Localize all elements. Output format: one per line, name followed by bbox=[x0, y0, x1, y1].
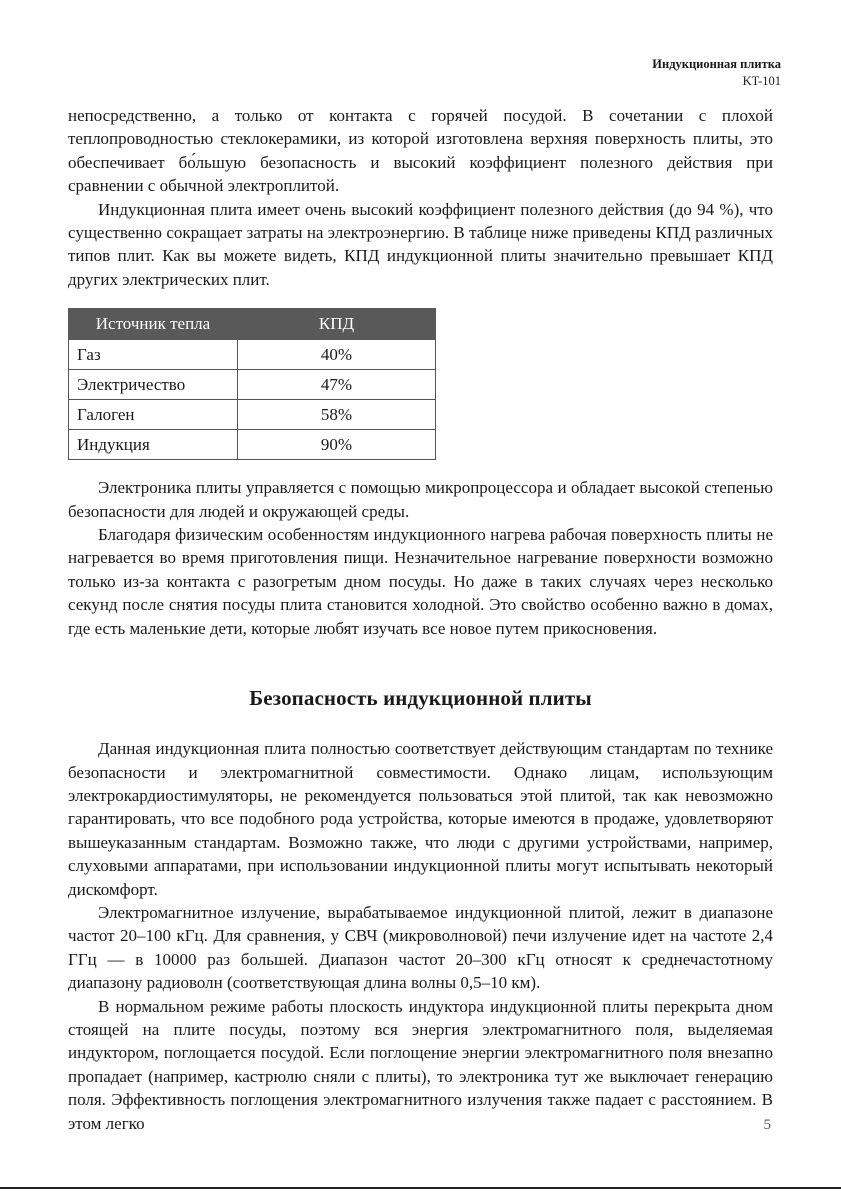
header-title: Индукционная плитка bbox=[652, 57, 781, 71]
table-row bbox=[69, 430, 436, 460]
table-cell-source: Галоген bbox=[69, 400, 238, 430]
paragraph: Электромагнитное излучение, вырабатываемое индукционной плитой, лежит в диапазоне частот 20–100 кГц. Для сравнения, у СВЧ (микроволновой) печи излучение идет на частоте 2,4 ГГц — в 10000 раз большей. Диапазон частот 20–300 кГц относят к среднечастотному диапазону радиоволн (соответствующая длина волны 0,5–10 км). bbox=[68, 902, 773, 993]
table-header-row bbox=[69, 309, 436, 340]
paragraph: непосредственно, а только от контакта с горячей посудой. В сочетании с плохой теплопроводностью стеклокерамики, из которой изготовлена верхняя поверхность плиты, это обеспечивает бо́льшую безопасность и высокий коэффициент полезного действия при сравнении с обычной электроплитой. bbox=[68, 106, 773, 196]
table-cell-efficiency: 40% bbox=[238, 340, 436, 370]
table-row bbox=[69, 340, 436, 370]
table-cell-source: Электричество bbox=[69, 370, 238, 400]
table-header-source: Источник тепла bbox=[69, 309, 238, 340]
paragraph: Данная индукционная плита полностью соответствует действующим стандартам по технике безопасности и электромагнитной совместимости. Однако лицам, использующим электрокардиостимуляторы, не рекомендуется пользоваться этой плитой, так как невозможно гарантировать, что все подобного рода устройства, которые имеются в продаже, удовлетворяют вышеуказанным стандартам. Возможно также, что люди с другими устройствами, например, слуховыми аппаратами, при использовании индукционной плиты могут испытывать некоторый дискомфорт. bbox=[68, 739, 773, 899]
section-title: Безопасность индукционной плиты bbox=[249, 686, 592, 711]
table-cell-source: Газ bbox=[69, 340, 238, 370]
page-number: 5 bbox=[763, 1117, 771, 1133]
table-cell-source: Индукция bbox=[69, 430, 238, 460]
paragraph: Благодаря физическим особенностям индукционного нагрева рабочая поверхность плиты не нагревается во время приготовления пищи. Незначительное нагревание поверхности возможно только из-за контакта с разогретым дном посуды. Но даже в таких случаях через несколько секунд после снятия посуды плита становится холодной. Это свойство особенно важно в домах, где есть маленькие дети, которые любят изучать все новое путем прикосновения. bbox=[68, 525, 773, 638]
page-header bbox=[652, 56, 781, 90]
efficiency-table bbox=[68, 308, 436, 460]
paragraph: Электроника плиты управляется с помощью микропроцессора и обладает высокой степенью безопасности для людей и окружающей среды. bbox=[68, 478, 773, 521]
page-content bbox=[68, 104, 773, 1135]
table-row bbox=[69, 370, 436, 400]
paragraph: Индукционная плита имеет очень высокий коэффициент полезного действия (до 94 %), что существенно сокращает затраты на электроэнергию. В таблице ниже приведены КПД различных типов плит. Как вы можете видеть, КПД индукционной плиты значительно превышает КПД других электрических плит. bbox=[68, 199, 773, 289]
table-cell-efficiency: 90% bbox=[238, 430, 436, 460]
bottom-divider bbox=[0, 1187, 841, 1189]
table-header-efficiency: КПД bbox=[238, 309, 436, 340]
paragraph: В нормальном режиме работы плоскость индуктора индукционной плиты перекрыта дном стоящей на плите посуды, поэтому вся энергия электромагнитного поля, выделяемая индуктором, поглощается посудой. Если поглощение энергии электромагнитного поля внезапно пропадает (например, кастрюлю сняли с плиты), то электроника тут же выключает генерацию поля. Эффективность поглощения электромагнитного излучения также падает с расстоянием. В этом легко bbox=[68, 996, 773, 1133]
table-cell-efficiency: 58% bbox=[238, 400, 436, 430]
table-row bbox=[69, 400, 436, 430]
header-model: KT-101 bbox=[742, 74, 781, 88]
table-cell-efficiency: 47% bbox=[238, 370, 436, 400]
